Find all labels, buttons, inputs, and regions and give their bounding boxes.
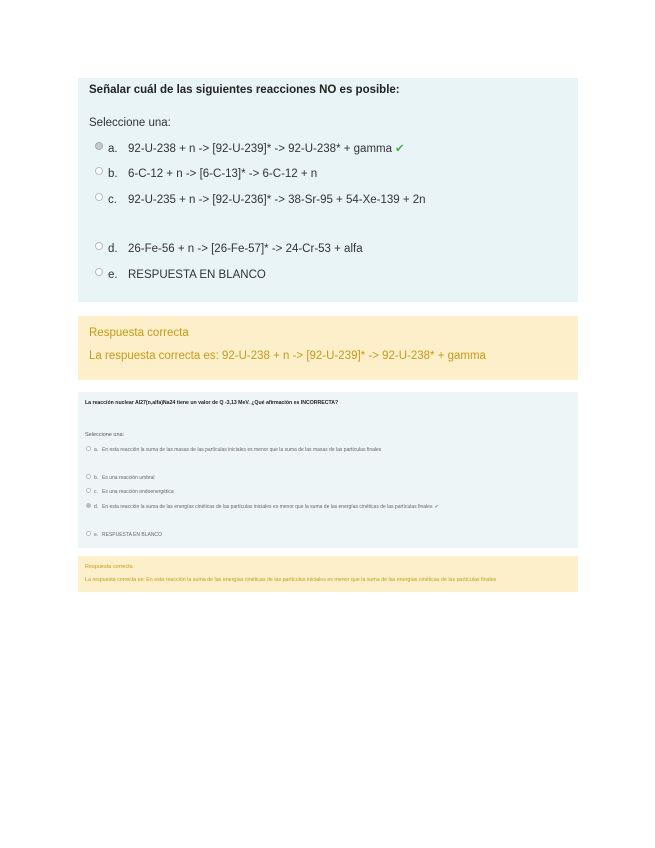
check-icon: ✔ [395,143,405,155]
feedback-1-answer: La respuesta correcta es: 92-U-238 + n -> [92-U-239]* -> 92-U-238* + gamma [89,350,486,362]
option-text: En esta reacción la suma de las energías cinéticas de las partículas iniciales es menor que la suma de las energías cinéticas de las partículas finales [102,504,433,510]
radio-icon[interactable] [95,242,103,250]
option-text: 6-C-12 + n -> [6-C-13]* -> 6-C-12 + n [128,168,318,180]
radio-icon[interactable] [86,531,91,536]
option-text: RESPUESTA EN BLANCO [102,532,162,538]
question-2-option-d[interactable]: d. En esta reacción la suma de las energías cinéticas de las partículas iniciales es menor que la suma de las energías cinéticas de las partículas finales ✔ [86,503,439,510]
question-1-option-c[interactable]: c. 92-U-235 + n -> [92-U-236]* -> 38-Sr-95 + 54-Xe-139 + 2n [95,193,426,206]
option-text: Es una reacción umbral [102,475,155,481]
radio-icon[interactable] [86,488,91,493]
option-text: Es una reacción endoenergética [102,489,174,495]
option-text: 92-U-238 + n -> [92-U-239]* -> 92-U-238* + gamma [128,143,392,155]
question-1-card [78,78,578,302]
question-1-option-d[interactable]: d. 26-Fe-56 + n -> [26-Fe-57]* -> 24-Cr-53 + alfa [95,242,363,255]
feedback-1-title: Respuesta correcta [89,327,189,339]
radio-icon[interactable] [95,193,103,201]
question-2-option-e[interactable]: e. RESPUESTA EN BLANCO [86,531,162,538]
radio-icon[interactable] [86,446,91,451]
option-text: 26-Fe-56 + n -> [26-Fe-57]* -> 24-Cr-53 + alfa [128,243,363,255]
question-2-option-b[interactable]: b. Es una reacción umbral [86,474,155,481]
option-text: 92-U-235 + n -> [92-U-236]* -> 38-Sr-95 + 54-Xe-139 + 2n [128,194,426,206]
question-2-title: La reacción nuclear Al27(n,alfa)Na24 tiene un valor de Q -3,13 MeV. ¿Qué afirmación es INCORRECTA? [85,400,339,406]
radio-icon[interactable] [95,268,103,276]
question-1-option-a[interactable]: a. 92-U-238 + n -> [92-U-239]* -> 92-U-238* + gamma ✔ [95,141,405,155]
question-2-card [78,392,578,548]
radio-selected-icon[interactable] [86,503,91,508]
question-1-option-b[interactable]: b. 6-C-12 + n -> [6-C-13]* -> 6-C-12 + n [95,167,317,180]
option-text: RESPUESTA EN BLANCO [128,269,266,281]
radio-icon[interactable] [86,474,91,479]
question-2-option-a[interactable]: a. En esta reacción la suma de las masas de las partículas iniciales es menor que la suma de las masas de las partículas finales [86,446,381,453]
radio-selected-icon[interactable] [95,142,103,150]
question-2-prompt: Seleccione una: [85,432,125,438]
feedback-1-card [78,316,578,380]
radio-icon[interactable] [95,167,103,175]
option-text: En esta reacción la suma de las masas de las partículas iniciales es menor que la suma de las masas de las partículas finales [102,447,382,453]
feedback-2-title: Respuesta correcta [85,564,133,570]
question-1-option-e[interactable]: e. RESPUESTA EN BLANCO [95,268,266,281]
feedback-2-answer: La respuesta correcta es: En esta reacción la suma de las energías cinéticas de las partículas iniciales es menor que la suma de las energías cinéticas de las partículas finales [85,577,497,583]
check-icon: ✔ [434,504,439,510]
question-2-option-c[interactable]: c. Es una reacción endoenergética [86,488,174,495]
question-1-prompt: Seleccione una: [89,117,171,129]
question-1-title: Señalar cuál de las siguientes reacciones NO es posible: [89,84,400,96]
feedback-2-card [78,556,578,592]
